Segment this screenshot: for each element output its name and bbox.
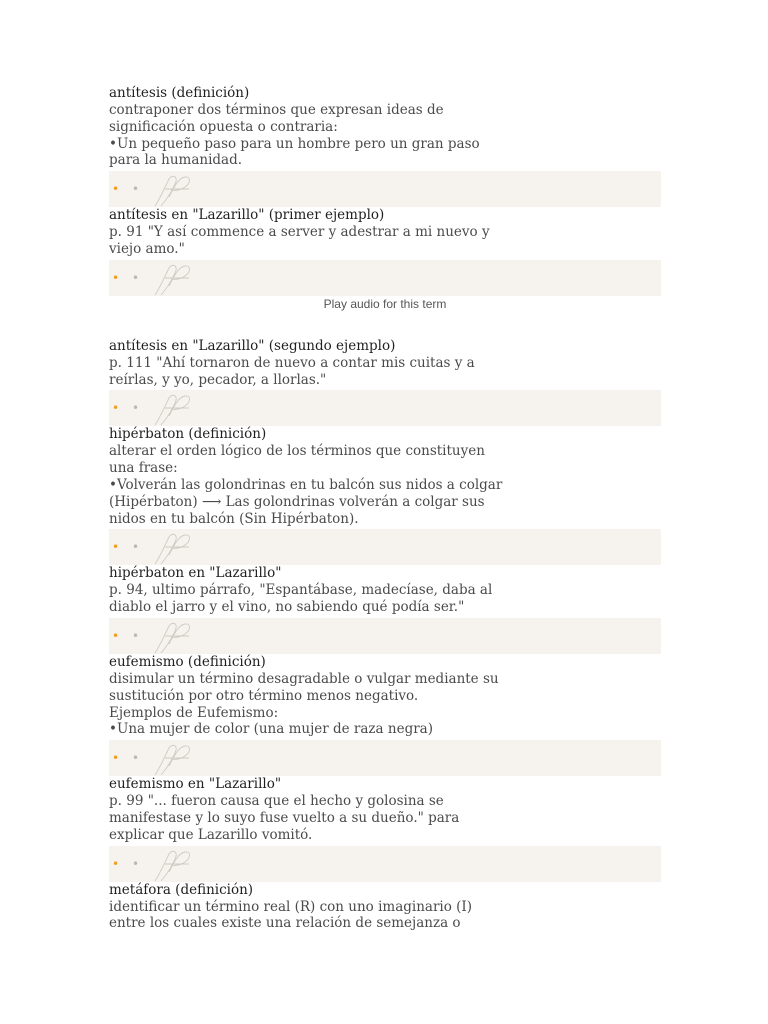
definition-text: alterar el orden lógico de los términos que constituyen una frase: •Volverán las golondrinas en tu balcón sus nidos a colgar (Hipérbaton) ⟶ Las golondrinas volverán a colgar sus nidos en tu balcón (Sin Hipérbaton). — [109, 443, 503, 527]
definition-text: identificar un término real (R) con uno imaginario (I) entre los cuales existe una relación de semejanza o — [109, 898, 473, 932]
definition-text: p. 99 "... fueron causa que el hecho y golosina se manifestase y lo suyo fuse vuelto a su dueño." para explicar que Lazarillo vomitó. — [109, 793, 460, 843]
bullet-icon: • — [112, 401, 120, 416]
card-toolbar — [109, 740, 661, 776]
bullet-icon[interactable]: • — [132, 182, 140, 197]
card-toolbar — [109, 618, 661, 654]
card-toolbar — [109, 260, 661, 296]
definition-text: p. 94, ultimo párrafo, "Espantábase, madecíase, daba al diablo el jarro y el vino, no sabiendo qué podía ser." — [109, 582, 493, 616]
bullet-icon[interactable]: • — [132, 751, 140, 766]
flashcard — [109, 776, 661, 881]
flashcard — [109, 565, 661, 654]
term-text: eufemismo (definición) — [109, 653, 266, 670]
bullet-icon[interactable]: • — [132, 856, 140, 871]
term-text: antítesis en "Lazarillo" (primer ejemplo) — [109, 207, 385, 224]
bullet-icon: • — [112, 182, 120, 197]
flashcard-list — [109, 85, 661, 932]
term-text: hipérbaton (definición) — [109, 426, 267, 443]
flashcard — [109, 882, 661, 933]
flashcard — [109, 338, 661, 427]
definition-text: contraponer dos términos que expresan ideas de significación opuesta o contraria: •Un pequeño paso para un hombre pero un gran paso para la humanidad. — [109, 102, 480, 169]
card-toolbar — [109, 390, 661, 426]
bullet-icon[interactable]: • — [132, 628, 140, 643]
flashcard — [109, 654, 661, 776]
term-text: metáfora (definición) — [109, 881, 254, 898]
flashcard-logo-icon — [149, 394, 201, 426]
bullet-icon: • — [112, 751, 120, 766]
term-text: hipérbaton en "Lazarillo" — [109, 565, 282, 582]
term-text: antítesis en "Lazarillo" (segundo ejemplo) — [109, 337, 396, 354]
definition-text: disimular un término desagradable o vulgar mediante su sustitución por otro término menos negativo. Ejemplos de Eufemismo: •Una mujer de color (una mujer de raza negra) — [109, 670, 499, 738]
term-text: eufemismo en "Lazarillo" — [109, 776, 282, 793]
play-audio-link[interactable]: Play audio for this term — [323, 296, 447, 311]
flashcard — [109, 426, 661, 565]
bullet-icon: • — [112, 628, 120, 643]
flashcard-logo-icon — [149, 533, 201, 565]
flashcard-logo-icon — [149, 744, 201, 776]
definition-text: p. 91 "Y así commence a server y adestrar a mi nuevo y viejo amo." — [109, 224, 490, 257]
flashcard — [109, 207, 661, 322]
flashcard-logo-icon — [149, 264, 201, 296]
flashcard-logo-icon — [149, 175, 201, 207]
bullet-icon[interactable]: • — [132, 270, 140, 285]
term-text: antítesis (definición) — [109, 85, 250, 101]
bullet-icon: • — [112, 540, 120, 555]
flashcard-logo-icon — [149, 622, 201, 654]
bullet-icon[interactable]: • — [132, 401, 140, 416]
bullet-icon: • — [112, 270, 120, 285]
bullet-icon: • — [112, 856, 120, 871]
flashcard — [109, 85, 661, 207]
flashcard-logo-icon — [149, 850, 201, 882]
card-toolbar — [109, 529, 661, 565]
card-toolbar — [109, 846, 661, 882]
bullet-icon[interactable]: • — [132, 540, 140, 555]
definition-text: p. 111 "Ahí tornaron de nuevo a contar mis cuitas y a reírlas, y yo, pecador, a llorlas." — [109, 354, 475, 388]
card-toolbar — [109, 171, 661, 207]
